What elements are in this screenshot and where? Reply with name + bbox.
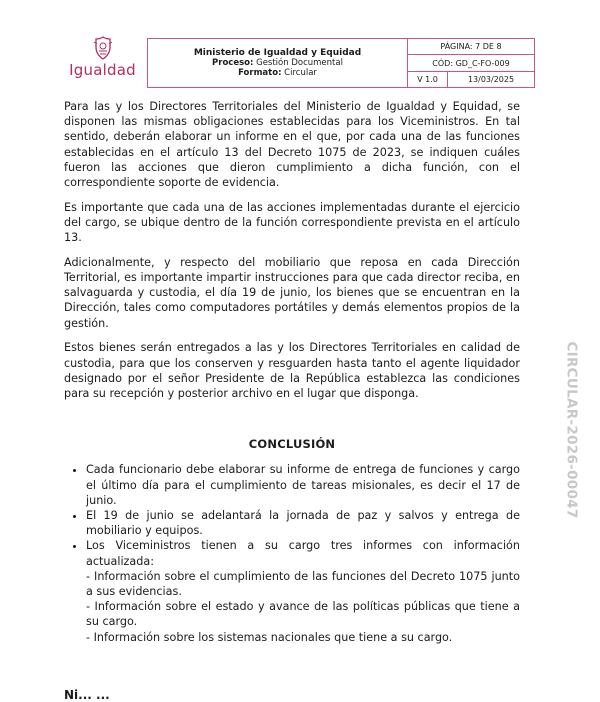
header-meta — [408, 39, 534, 87]
ministry-logo — [60, 30, 145, 88]
list-item: • El 19 de junio se adelantará la jornada de paz y salvos y entrega de mobiliario y equipos. — [86, 508, 520, 538]
coat-of-arms-icon — [92, 36, 114, 60]
list-item: • Cada funcionario debe elaborar su informe de entrega de funciones y cargo el último día para el cumplimiento de tareas misionales, es decir el 17 de junio. — [86, 462, 520, 508]
paragraph: Es importante que cada una de las acciones implementadas durante el ejercicio del cargo, se ubique dentro de la función correspondiente prevista en el artículo 13. — [64, 200, 520, 245]
process-label: Proceso: — [212, 58, 254, 68]
document-date: 13/03/2025 — [467, 75, 515, 84]
circular-stamp-text: CIRCULAR-2026-00047 — [564, 341, 580, 519]
document-code: CÓD: GD_C-FO-009 — [408, 55, 534, 72]
paragraph: Estos bienes serán entregados a las y los Directores Territoriales en calidad de custodia, para que los conserven y resguarden hasta tanto el agente liquidador designado por el señor Presidente de la República establezca las condiciones para su recepción y posterior archivo en el lugar que disponga. — [64, 341, 520, 400]
process-value: Gestión Documental — [256, 58, 343, 68]
logo-text: Igualdad — [69, 61, 136, 79]
sub-item: - Información sobre el cumplimiento de las funciones del Decreto 1075 junto a sus evidencias. — [86, 569, 520, 598]
sub-item: - Información sobre los sistemas nacionales que tiene a su cargo. — [86, 630, 453, 644]
conclusion-heading: CONCLUSIÓN — [248, 437, 336, 452]
paragraph: Para las y los Directores Territoriales del Ministerio de Igualdad y Equidad, se disponen las mismas obligaciones establecidas para los Viceministros. En tal sentido, deberán elaborar un informe en el que, por cada una de las funciones establecidas en el artículo 13 del Decreto 1075 de 2023, se indiquen cuáles fueron las acciones que dieron cumplimiento a dicha función, con el correspondiente soporte de evidencia. — [64, 100, 520, 190]
header-info — [148, 39, 408, 87]
list-item — [86, 538, 520, 644]
header-box — [147, 38, 535, 88]
page-number: PÁGINA: 7 DE 8 — [408, 39, 534, 55]
circular-stamp — [552, 335, 592, 525]
partial-text: Ni... ... — [64, 688, 110, 702]
document-body — [64, 99, 520, 645]
format-label: Formato: — [238, 68, 282, 78]
paragraph: Adicionalmente, y respecto del mobiliario que reposa en cada Dirección Territorial, es importante impartir instrucciones para que cada director reciba, en salvaguarda y custodia, el día 19 de junio, los bienes que se encuentran en la Dirección, tales como computadores portátiles y demás elementos propios de la gestión. — [64, 255, 520, 330]
list-item-text: Los Viceministros tienen a su cargo tres informes con información actualizada: — [86, 539, 520, 568]
document-header — [60, 30, 535, 88]
format-value: Circular — [284, 68, 317, 78]
format-line — [238, 68, 317, 78]
document-version: V 1.0 — [408, 72, 448, 87]
process-line — [212, 58, 343, 68]
conclusion-list — [64, 462, 520, 644]
ministry-name: Ministerio de Igualdad y Equidad — [193, 48, 362, 58]
sub-item: - Información sobre el estado y avance de las políticas públicas que tiene a su cargo. — [86, 600, 520, 629]
